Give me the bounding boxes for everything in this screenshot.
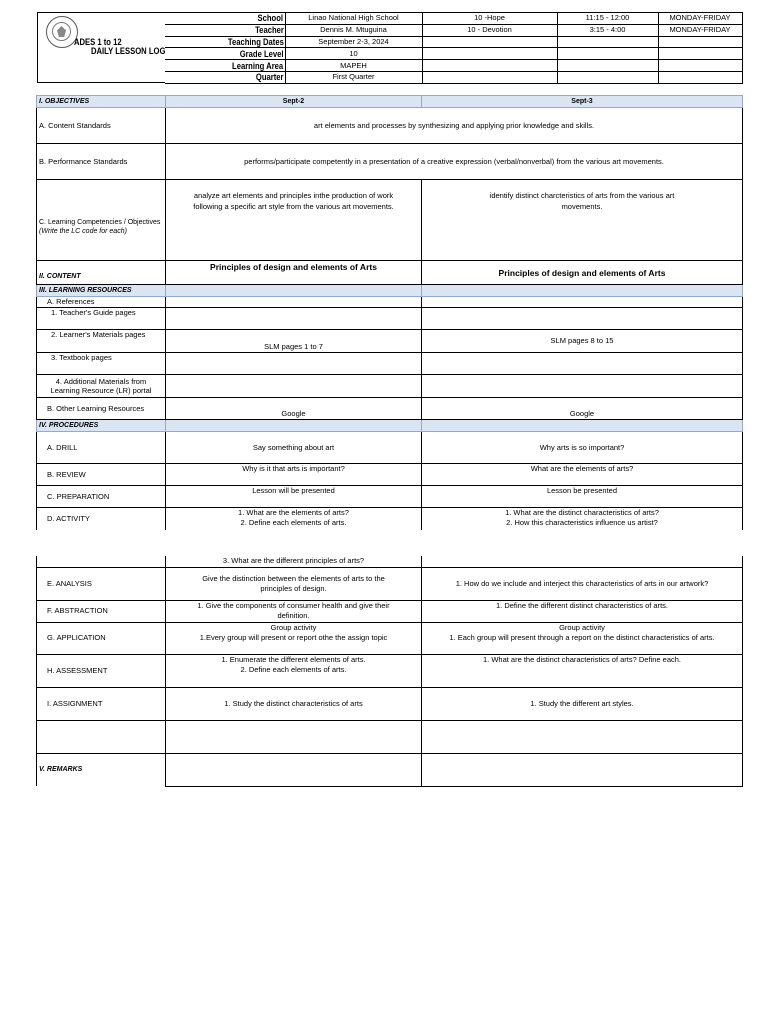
empty-cell	[422, 297, 743, 308]
header-cell: 3:15 - 4:00	[557, 24, 658, 36]
header-label: Teacher	[165, 24, 285, 36]
row-additional-materials	[37, 375, 743, 398]
header-cell: First Quarter	[285, 71, 422, 83]
row-textbook	[37, 353, 743, 375]
empty-cell	[166, 353, 422, 375]
analysis-day1: Give the distinction between the elements of arts to the principles of design.	[166, 567, 422, 600]
assessment-day2: 1. What are the distinct characteristics of arts? Define each.	[422, 654, 743, 687]
other-day2: Google	[422, 398, 743, 420]
empty-cell	[422, 285, 743, 297]
application-day1: Group activity 1.Every group will present or report othe the assign topic	[166, 622, 422, 654]
header-row-grade	[165, 48, 742, 60]
empty-cell	[422, 420, 743, 432]
header-row-school	[165, 13, 742, 25]
header-cell: September 2-3, 2024	[285, 36, 422, 48]
header-label: Teaching Dates	[165, 36, 285, 48]
header-cell: Linao National High School	[285, 13, 422, 25]
row-label: B. Other Learning Resources	[37, 398, 166, 420]
abstraction-day1: 1. Give the components of consumer health and give their definition.	[166, 600, 422, 622]
remarks-day1	[166, 753, 422, 786]
header-cell	[422, 71, 557, 83]
header-title-dll: DAILY LESSON LOG	[91, 46, 166, 56]
section-heading: II. CONTENT	[37, 261, 166, 285]
row-label: C. Learning Competencies / Objectives (Write the LC code for each)	[37, 180, 166, 261]
row-label: H. ASSESSMENT	[37, 654, 166, 687]
row-label: 1. Teacher's Guide pages	[37, 308, 166, 330]
header-cell	[658, 48, 742, 60]
assignment-day1: 1. Study the distinct characteristics of arts	[166, 687, 422, 720]
header-cell	[557, 36, 658, 48]
competency-day1: analyze art elements and principles inthe production of work following a specific art style from the various art movements.	[166, 180, 422, 261]
row-label: A. Content Standards	[37, 108, 166, 144]
row-abstraction	[37, 600, 743, 622]
row-activity	[37, 508, 743, 530]
remarks-day2	[422, 753, 743, 786]
empty-cell	[422, 720, 743, 753]
day1-heading: Sept-2	[166, 96, 422, 108]
row-label: D. ACTIVITY	[37, 508, 166, 530]
empty-cell	[37, 720, 166, 753]
header-cell	[557, 71, 658, 83]
review-day2: What are the elements of arts?	[422, 464, 743, 486]
header-label: Quarter	[165, 71, 285, 83]
row-drill	[37, 432, 743, 464]
row-assessment	[37, 654, 743, 687]
header-label: School	[165, 13, 285, 25]
row-performance-standards	[37, 144, 743, 180]
row-label: F. ABSTRACTION	[37, 600, 166, 622]
other-day1: Google	[166, 398, 422, 420]
lesson-table-part1	[36, 95, 743, 530]
row-blank	[37, 720, 743, 753]
learners-day2: SLM pages 8 to 15	[422, 330, 743, 353]
drill-day1: Say something about art	[166, 432, 422, 464]
row-label: E. ANALYSIS	[37, 567, 166, 600]
header-cell: 11:15 - 12:00	[557, 13, 658, 25]
header-info-table	[165, 12, 743, 84]
empty-cell	[422, 308, 743, 330]
row-label: A. References	[37, 297, 166, 308]
section-heading: IV. PROCEDURES	[37, 420, 166, 432]
header-row-dates	[165, 36, 742, 48]
section-heading: V. REMARKS	[37, 753, 166, 786]
header-cell: 10 -Hope	[422, 13, 557, 25]
header-cell	[658, 36, 742, 48]
empty-cell	[166, 420, 422, 432]
row-content	[37, 261, 743, 285]
header-cell	[658, 60, 742, 72]
header-cell	[422, 48, 557, 60]
drill-day2: Why arts is so important?	[422, 432, 743, 464]
performance-standards-text: performs/participate competently in a presentation of a creative expression (verbal/nonverbal) from the various art movements.	[166, 144, 743, 180]
row-label: A. DRILL	[37, 432, 166, 464]
header-cell: Dennis M. Mtuguina	[285, 24, 422, 36]
row-references	[37, 297, 743, 308]
header-label: Learning Area	[165, 60, 285, 72]
content-day1: Principles of design and elements of Arts	[166, 261, 422, 285]
empty-cell	[422, 556, 743, 567]
header-label: Grade Level	[165, 48, 285, 60]
empty-cell	[166, 720, 422, 753]
header-row-teacher	[165, 24, 742, 36]
lesson-table-part2	[36, 556, 743, 787]
preparation-day2: Lesson be presented	[422, 486, 743, 508]
row-label: 4. Additional Materials from Learning Resource (LR) portal	[37, 375, 166, 398]
row-content-standards	[37, 108, 743, 144]
activity-day1-continued: 3. What are the different principles of arts?	[166, 556, 422, 567]
section-procedures	[37, 420, 743, 432]
abstraction-day2: 1. Define the different distinct characteristics of arts.	[422, 600, 743, 622]
row-teachers-guide	[37, 308, 743, 330]
row-label: B. REVIEW	[37, 464, 166, 486]
row-other-resources	[37, 398, 743, 420]
review-day1: Why is it that arts is important?	[166, 464, 422, 486]
header-cell	[658, 71, 742, 83]
header-cell: MAPEH	[285, 60, 422, 72]
empty-cell	[166, 308, 422, 330]
competency-day2: identify distinct charcteristics of arts from the various art movements.	[422, 180, 743, 261]
empty-cell	[166, 285, 422, 297]
header-row-area	[165, 60, 742, 72]
assessment-day1: 1. Enumerate the different elements of arts. 2. Define each elements of arts.	[166, 654, 422, 687]
section-heading: I. OBJECTIVES	[37, 96, 166, 108]
row-activity-continued	[37, 556, 743, 567]
empty-cell	[422, 353, 743, 375]
header-cell	[557, 48, 658, 60]
empty-cell	[37, 556, 166, 567]
preparation-day1: Lesson will be presented	[166, 486, 422, 508]
activity-day1: 1. What are the elements of arts? 2. Define each elements of arts.	[166, 508, 422, 530]
application-day2: Group activity 1. Each group will present through a report on the distinct characteristics of arts.	[422, 622, 743, 654]
header-cell: MONDAY-FRIDAY	[658, 13, 742, 25]
empty-cell	[166, 375, 422, 398]
empty-cell	[422, 375, 743, 398]
row-analysis	[37, 567, 743, 600]
header-cell: 10 - Devotion	[422, 24, 557, 36]
assignment-day2: 1. Study the different art styles.	[422, 687, 743, 720]
header-cell	[422, 60, 557, 72]
header-cell	[557, 60, 658, 72]
section-heading: III. LEARNING RESOURCES	[37, 285, 166, 297]
header-cell	[422, 36, 557, 48]
content-day2: Principles of design and elements of Arts	[422, 261, 743, 285]
analysis-day2: 1. How do we include and interject this characteristics of arts in our artwork?	[422, 567, 743, 600]
row-assignment	[37, 687, 743, 720]
row-competencies	[37, 180, 743, 261]
row-label: C. PREPARATION	[37, 486, 166, 508]
row-label: I. ASSIGNMENT	[37, 687, 166, 720]
row-remarks	[37, 753, 743, 786]
activity-day2: 1. What are the distinct characteristics of arts? 2. How this characteristics influence us artist?	[422, 508, 743, 530]
header-cell: MONDAY-FRIDAY	[658, 24, 742, 36]
learners-day1: SLM pages 1 to 7	[166, 330, 422, 353]
row-preparation	[37, 486, 743, 508]
row-label: G. APPLICATION	[37, 622, 166, 654]
section-resources	[37, 285, 743, 297]
section-objectives	[37, 96, 743, 108]
day2-heading: Sept-3	[422, 96, 743, 108]
row-label: 2. Learner's Materials pages	[37, 330, 166, 353]
row-label: B. Performance Standards	[37, 144, 166, 180]
row-label: 3. Textbook pages	[37, 353, 166, 375]
row-learners-materials	[37, 330, 743, 353]
row-application	[37, 622, 743, 654]
header-cell: 10	[285, 48, 422, 60]
empty-cell	[166, 297, 422, 308]
header-title-grades: ADES 1 to 12	[74, 37, 122, 47]
header-row-quarter	[165, 71, 742, 83]
row-review	[37, 464, 743, 486]
content-standards-text: art elements and processes by synthesizing and applying prior knowledge and skills.	[166, 108, 743, 144]
